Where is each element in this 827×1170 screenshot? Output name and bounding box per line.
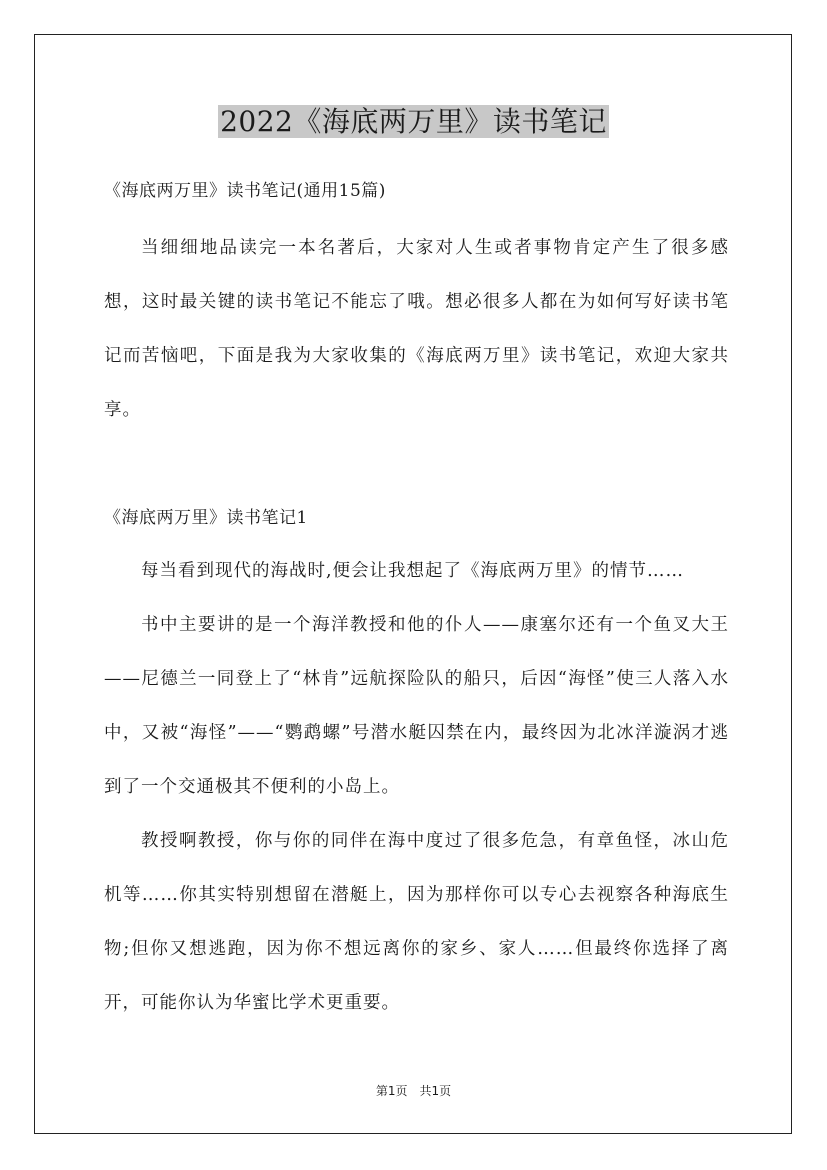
document-title	[0, 102, 827, 142]
page-number-total: 共1页	[419, 1084, 452, 1098]
section-heading: 《海底两万里》读书笔记1	[104, 508, 308, 528]
body-paragraph: 每当看到现代的海战时,便会让我想起了《海底两万里》的情节……	[141, 561, 685, 581]
document-subtitle: 《海底两万里》读书笔记(通用15篇)	[104, 181, 386, 201]
page-number-current: 第1页	[375, 1084, 408, 1098]
page-footer	[0, 1082, 827, 1100]
body-paragraph: 教授啊教授，你与你的同伴在海中度过了很多危急，有章鱼怪，冰山危机等……你其实特别想留在潜艇上，因为那样你可以专心去视察各种海底生物;但你又想逃跑，因为你不想远离你的家乡、家人……但最终你选择了离开，可能你认为华蜜比学术更重要。	[104, 831, 729, 1013]
document-title-text: 2022《海底两万里》读书笔记	[220, 105, 607, 138]
body-paragraph: 书中主要讲的是一个海洋教授和他的仆人——康塞尔还有一个鱼叉大王——尼德兰一同登上了“林肯”远航探险队的船只，后因“海怪”使三人落入水中，又被“海怪”——“鹦鹉螺”号潜水艇囚禁在内，最终因为北冰洋漩涡才逃到了一个交通极其不便利的小岛上。	[104, 615, 729, 797]
intro-paragraph: 当细细地品读完一本名著后，大家对人生或者事物肯定产生了很多感想，这时最关键的读书笔记不能忘了哦。想必很多人都在为如何写好读书笔记而苦恼吧，下面是我为大家收集的《海底两万里》读书笔记，欢迎大家共享。	[104, 238, 729, 420]
